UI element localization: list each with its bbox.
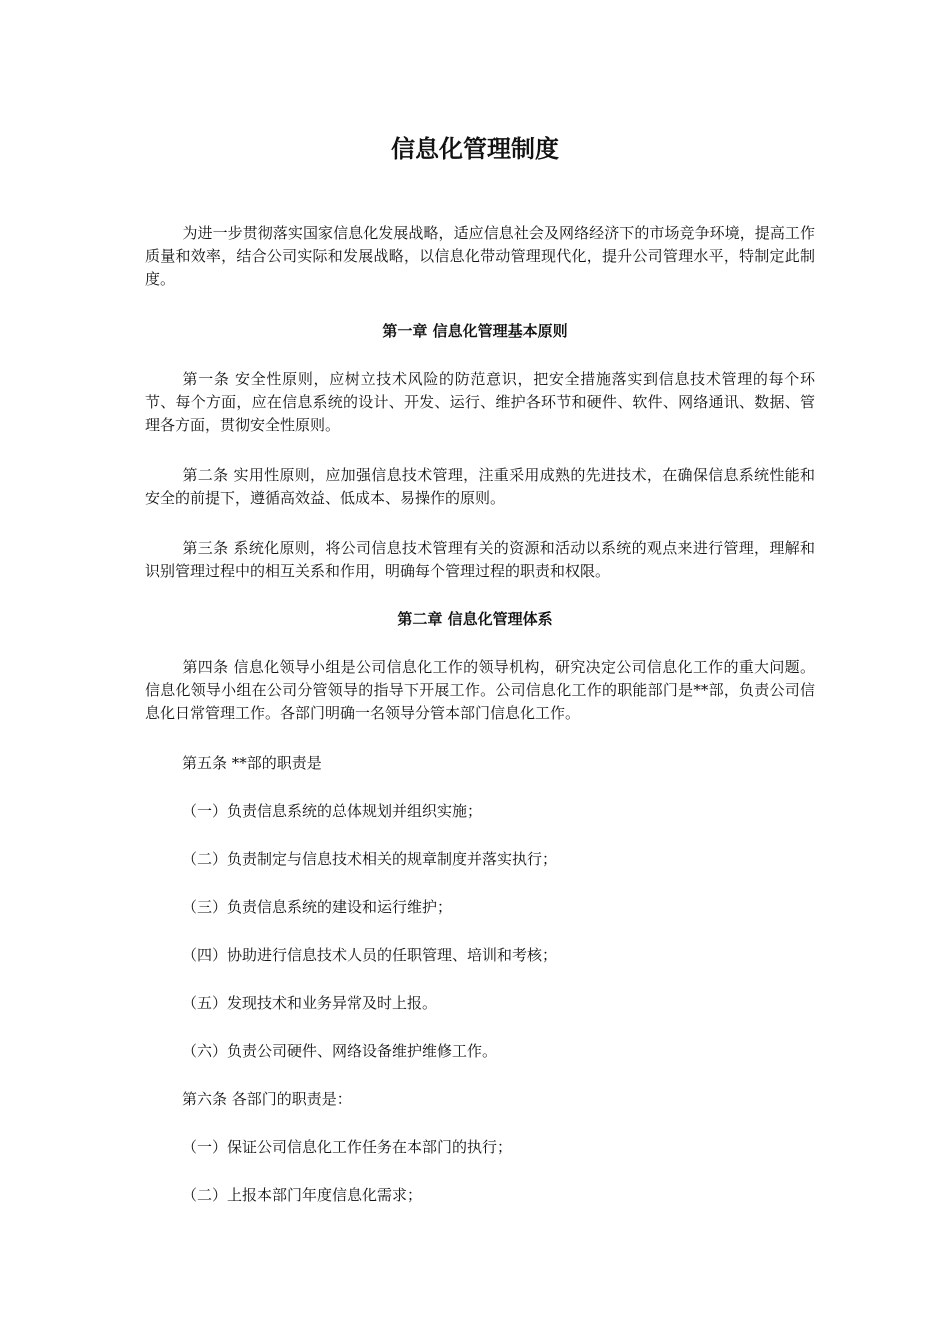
- article-5-item: （二）负责制定与信息技术相关的规章制度并落实执行；: [182, 850, 558, 868]
- article-1: 第一条 安全性原则，应树立技术风险的防范意识，把安全措施落实到信息技术管理的每个环节、每个方面，应在信息系统的设计、开发、运行、维护各环节和硬件、软件、网络通讯、数据、管理各方面，贯彻安全性原则。: [145, 370, 815, 434]
- article-5-item: （四）协助进行信息技术人员的任职管理、培训和考核；: [182, 946, 558, 964]
- chapter-1-heading: 第一章 信息化管理基本原则: [382, 322, 568, 340]
- article-3: 第三条 系统化原则，将公司信息技术管理有关的资源和活动以系统的观点来进行管理，理解和识别管理过程中的相互关系和作用，明确每个管理过程的职责和权限。: [145, 539, 815, 580]
- article-5-item: （三）负责信息系统的建设和运行维护；: [182, 898, 453, 916]
- article-5-item: （六）负责公司硬件、网络设备维护维修工作。: [182, 1042, 498, 1060]
- chapter-2-heading: 第二章 信息化管理体系: [397, 610, 553, 628]
- document-title: 信息化管理制度: [391, 135, 559, 163]
- article-5-item: （一）负责信息系统的总体规划并组织实施；: [182, 802, 483, 820]
- article-6-item: （二）上报本部门年度信息化需求；: [182, 1186, 423, 1204]
- article-5-item: （五）发现技术和业务异常及时上报。: [182, 994, 438, 1012]
- article-4: 第四条 信息化领导小组是公司信息化工作的领导机构，研究决定公司信息化工作的重大问题。信息化领导小组在公司分管领导的指导下开展工作。公司信息化工作的职能部门是**部，负责公司信息化日常管理工作。各部门明确一名领导分管本部门信息化工作。: [145, 658, 815, 722]
- article-6-title: 第六条 各部门的职责是：: [182, 1090, 352, 1108]
- article-2: 第二条 实用性原则，应加强信息技术管理，注重采用成熟的先进技术，在确保信息系统性能和安全的前提下，遵循高效益、低成本、易操作的原则。: [145, 466, 815, 507]
- article-6-item: （一）保证公司信息化工作任务在本部门的执行；: [182, 1138, 513, 1156]
- article-5-title: 第五条 **部的职责是: [182, 754, 322, 772]
- intro-paragraph: 为进一步贯彻落实国家信息化发展战略，适应信息社会及网络经济下的市场竞争环境，提高工作质量和效率，结合公司实际和发展战略，以信息化带动管理现代化，提升公司管理水平，特制定此制度。: [145, 224, 815, 288]
